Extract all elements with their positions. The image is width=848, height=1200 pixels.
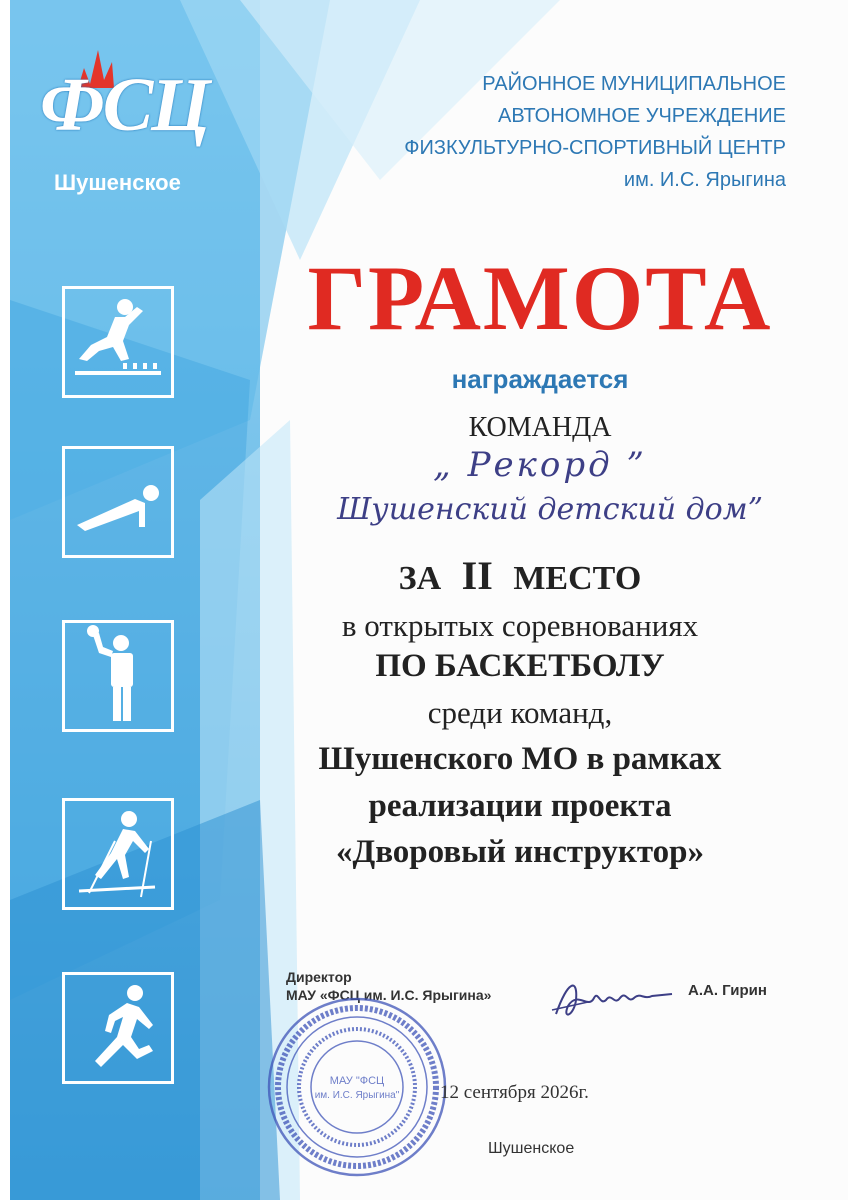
running-icon	[62, 972, 174, 1084]
issue-city: Шушенское	[488, 1140, 575, 1157]
director-name: А.А. Гирин	[688, 982, 767, 999]
weightlifting-icon	[62, 620, 174, 732]
push-up-icon	[62, 446, 174, 558]
place-prefix: ЗА	[398, 560, 442, 597]
org-line: им. И.С. Ярыгина	[623, 169, 786, 191]
award-text-line: Шушенского МО в рамках	[318, 741, 722, 777]
handwritten-signature-icon	[548, 970, 678, 1030]
award-text-line: ПО БАСКЕТБОЛУ	[375, 648, 665, 684]
team-name-handwritten: „ Рекорд ”	[433, 445, 647, 485]
awarded-label: награждается	[451, 364, 629, 394]
organization-header	[266, 68, 786, 196]
org-line: РАЙОННОЕ МУНИЦИПАЛЬНОЕ	[482, 73, 786, 95]
issue-date: 12 сентября 2026г.	[440, 1082, 589, 1103]
stamp-center-line2: им. И.С. Ярыгина"	[314, 1090, 400, 1101]
skiing-icon	[62, 798, 174, 910]
certificate-title: ГРАМОТА	[307, 247, 773, 349]
place-number: II	[461, 553, 493, 598]
award-text-line: «Дворовый инструктор»	[335, 834, 705, 870]
place-suffix: МЕСТО	[513, 560, 642, 597]
award-text-line: среди команд,	[427, 695, 613, 730]
team-org-handwritten: Шушенский детский дом”	[337, 492, 763, 527]
team-label: КОМАНДА	[468, 412, 612, 443]
director-role: Директор	[286, 969, 352, 985]
long-jump-icon	[62, 286, 174, 398]
stamp-center-line1: МАУ "ФСЦ	[329, 1075, 385, 1087]
logo-city: Шушенское	[54, 170, 181, 195]
official-stamp-icon	[262, 992, 452, 1182]
award-text-line: в открытых соревнованиях	[341, 608, 699, 643]
org-line: АВТОНОМНОЕ УЧРЕЖДЕНИЕ	[498, 105, 786, 127]
director-organization: МАУ «ФСЦ им. И.С. Ярыгина»	[286, 987, 492, 1003]
org-line: ФИЗКУЛЬТУРНО-СПОРТИВНЫЙ ЦЕНТР	[404, 137, 786, 159]
logo-letters: ФСЦ	[40, 63, 209, 147]
place-line	[290, 552, 750, 599]
award-text-line: реализации проекта	[368, 788, 672, 824]
